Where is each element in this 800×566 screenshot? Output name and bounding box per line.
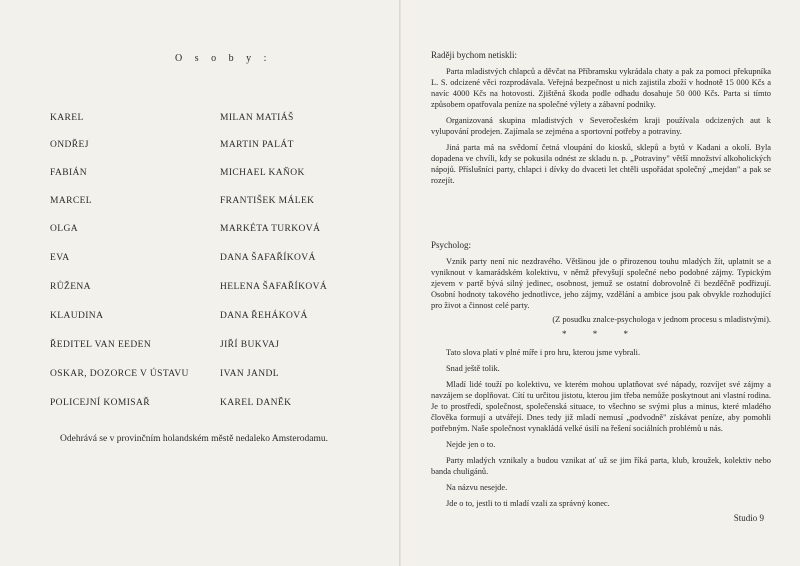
cast-role: OSKAR, DOZORCE V ÚSTAVU: [50, 369, 189, 379]
paragraph: Parta mladistvých chlapců a děvčat na Příbramsku vykrádala chaty a pak za pomoci překupníka L. S. odcizené věci rozprodávala. Veřejná bezpečnost u nich zajistila zboží v hodnotě 15 000 Kčs a navíc 4000 Kčs na hotovosti. Zjištěná škoda podle odhadu dosahuje 50 000 Kčs. Parta si tímto způsobem opatřovala peníze na společné výlety a zábavní podniky.: [431, 67, 771, 109]
cast-role: MARCEL: [50, 196, 92, 206]
cast-row: [50, 398, 350, 412]
cast-actor: KAREL DANĚK: [220, 398, 292, 408]
cast-actor: JIŘÍ BUKVAJ: [220, 340, 280, 350]
cast-row: [50, 253, 350, 267]
attribution: (Z posudku znalce-psychologa v jednom procesu s mladistvými).: [552, 315, 771, 324]
closing-section: [431, 347, 771, 509]
cast-row: [50, 369, 350, 383]
cast-row: [50, 168, 350, 182]
cast-role: ŘEDITEL VAN EEDEN: [50, 340, 152, 350]
cast-actor: DANA ŠAFAŘÍKOVÁ: [220, 253, 316, 263]
cast-role: OLGA: [50, 224, 78, 234]
paragraph: Party mladých vznikaly a budou vznikat ať už se jim říká parta, klub, kroužek, kolektiv nebo banda chuligánů.: [431, 456, 771, 476]
paragraph: Tato slova platí v plné míře i pro hru, kterou jsme vybrali.: [446, 348, 641, 357]
cast-row: [50, 140, 350, 154]
cast-role: EVA: [50, 253, 70, 263]
publisher-footer: Studio 9: [733, 513, 764, 523]
cast-row: [50, 113, 350, 127]
cast-row: [50, 196, 350, 210]
news-section: [431, 50, 771, 186]
cast-actor: MARKÉTA TURKOVÁ: [220, 224, 321, 234]
cast-role: POLICEJNÍ KOMISAŘ: [50, 398, 150, 408]
paragraph: Na názvu nesejde.: [446, 483, 508, 492]
cast-actor: IVAN JANDL: [220, 369, 279, 379]
left-page: [0, 0, 399, 566]
cast-role: ONDŘEJ: [50, 140, 89, 150]
cast-actor: FRANTIŠEK MÁLEK: [220, 196, 315, 206]
cast-title: O s o b y :: [175, 53, 272, 64]
cast-row: [50, 224, 350, 238]
cast-row: [50, 340, 350, 354]
setting-note: Odehrává se v provinčním holandském městě nedaleko Amsterodamu.: [60, 434, 329, 444]
cast-row: [50, 311, 350, 325]
paragraph: Organizovaná skupina mladistvých v Severočeském kraji používala odcizených aut k vylupování prodejen. Zajímala se zejména a sportovní potřeby a potraviny.: [431, 116, 771, 136]
psychologist-label: Psycholog:: [431, 240, 472, 250]
cast-actor: DANA ŘEHÁKOVÁ: [220, 311, 308, 321]
cast-role: FABIÁN: [50, 168, 88, 178]
cast-actor: HELENA ŠAFAŘÍKOVÁ: [220, 282, 328, 292]
section-divider: * * *: [562, 329, 640, 339]
cast-actor: MICHAEL KAŇOK: [220, 168, 305, 178]
cast-actor: MARTIN PALÁT: [220, 140, 294, 150]
paragraph: Jiná parta má na svědomí četná vloupání do kiosků, sklepů a bytů v Kadani a okolí. Byla dopadena ve chvíli, kdy se pokusila odnést ze skladu n. p. „Potraviny" větší množství alkoholických nápojů. Příslušníci party, chlapci i dívky do dvaceti let chtěli uspořádat společný „mejdan" a pak se rozejít.: [431, 143, 771, 185]
cast-role: KLAUDINA: [50, 311, 104, 321]
cast-row: [50, 282, 350, 296]
paragraph: Nejde jen o to.: [446, 440, 496, 449]
paragraph: Mladí lidé touží po kolektivu, ve kterém mohou uplatňovat své nápady, rozvíjet své zájmy a navzájem se doplňovat. Cítí tu určitou jistotu, kterou jim třeba nemůže poskytnout ani vlastní rodina. Je to prostředí, společnost, společenská situace, to všechno se svými plus a minus, které mladého člověka formují a utvářejí. Dnes tedy již mladí nemusí „podvodně" získávat peníze, aby pomohli potřebným. Naše společnost vynakládá velké úsilí na řešení sociálních problémů u nás.: [431, 380, 771, 433]
paragraph: Vznik party není nic nezdravého. Většinou jde o přirozenou touhu mladých žít, uplatnit se a vyniknout v kamarádském kolektivu, v němž převyšují společné nebo podobné zájmy. Typickým zjevem v partě bývá silný jedinec, osobnost, jemuž se ostatní dobrovolně či bezděčně podřizují. Osobní hodnoty takového jednotlivce, jeho zájmy, vzdělání a ambice jsou pak obvykle rozhodující pro život a činnost celé party.: [431, 257, 771, 310]
paragraph: Snad ještě tolik.: [446, 364, 500, 373]
cast-role: RŮŽENA: [50, 282, 91, 292]
cast-actor: MILAN MATIÁŠ: [220, 113, 294, 123]
cast-role: KAREL: [50, 113, 84, 123]
psychologist-section: [431, 240, 771, 340]
right-page: [401, 0, 800, 566]
paragraph: Jde o to, jestli to ti mladí vzali za správný konec.: [446, 499, 610, 508]
section-heading: Raději bychom netiskli:: [431, 50, 517, 60]
